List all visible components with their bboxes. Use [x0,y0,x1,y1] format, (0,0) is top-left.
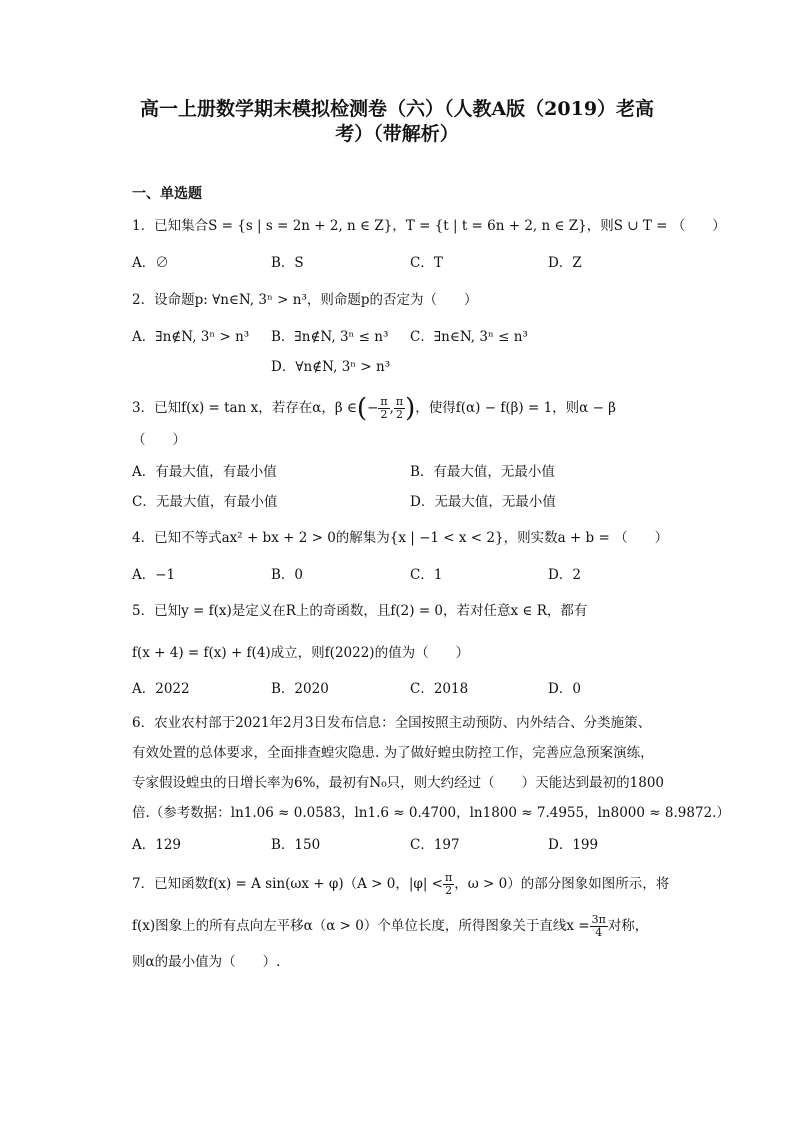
question-1-stem: 1．已知集合S = {s | s = 2n + 2, n ∈ Z}，T = {t | t = 6n + 2, n ∈ Z}，则S ∪ T = （ ） [132,218,726,234]
q6-option-c: C．197 [410,837,460,853]
q3-interval-close: ) [405,393,416,424]
q4-option-d: D．2 [548,567,581,583]
q3-option-c: C．无最大值，有最小值 [132,494,278,510]
q3-frac-pi-2: $\frac{\pi}{2}$ [395,395,404,421]
q2-option-d: D．∀n∉N, 3ⁿ > n³ [271,359,391,375]
q6-option-d: D．199 [548,837,599,853]
q3-option-d: D．无最大值，无最小值 [410,494,556,510]
question-5-stem-line1: 5．已知y = f(x)是定义在R上的奇函数，且f(2) = 0，若对任意x ∈ R，都有 [132,603,588,619]
q4-option-c: C．1 [410,567,443,583]
page-title-line2: 考）（带解析） [335,123,459,145]
q2-option-a: A．∃n∉N, 3ⁿ > n³ [132,329,250,345]
q6-option-b: B．150 [271,837,321,853]
q5-option-d: D．0 [548,681,581,697]
question-6-line2: 有效处置的总体要求，全面排查蝗灾隐患. 为了做好蝗虫防控工作，完善应急预案演练， [132,745,654,761]
q1-option-d: D．Z [548,255,582,271]
q4-option-a: A．−1 [132,567,176,583]
section-heading: 一、单选题 [132,186,202,202]
question-2-stem: 2．设命题p: ∀n∈N, 3ⁿ > n³，则命题p的否定为（ ） [132,292,478,308]
q7-frac-pi-2: $\frac{\pi}{2}$ [445,871,453,897]
q5-option-c: C．2018 [410,681,469,697]
question-7-line1: 7．已知函数f(x) = A sin(ωx + φ)（A > 0，|φ| < $\frac{\pi}{2}$ ，ω > 0）的部分图象如图所示，将 [132,871,670,897]
q4-option-b: B．0 [271,567,304,583]
q1-option-c: C．T [410,255,443,271]
q2-option-c: C．∃n∈N, 3ⁿ ≤ n³ [410,329,528,345]
question-6-line1: 6．农业农村部于2021年2月3日发布信息：全国按照主动预防、内外结合、分类施策、 [132,715,652,731]
q3-option-a: A．有最大值，有最小值 [132,464,277,480]
question-7-line3: 则α的最小值为（ ）. [132,954,281,970]
q2-option-b: B．∃n∉N, 3ⁿ ≤ n³ [271,329,389,345]
question-5-stem-line2: f(x + 4) = f(x) + f(4)成立，则f(2022)的值为（ ） [132,645,470,661]
question-6-line3: 专家假设蝗虫的日增长率为6%，最初有N₀只，则大约经过（ ）天能达到最初的1800 [132,775,664,791]
q3-stem-b: ，使得f(α) − f(β) = 1，则α − β [415,400,616,416]
q3-answer-paren: （ ） [132,432,186,448]
q1-option-b: B．S [271,255,304,271]
q1-option-a: A．∅ [132,255,169,271]
q3-frac-neg-pi-2: $\frac{\pi}{2}$ [380,395,388,421]
page-title-line1: 高一上册数学期末模拟检测卷（六）（人教A版（2019）老高 [139,98,655,120]
q3-interval-open: ( [356,393,368,424]
q3-stem-a: 3．已知f(x) = tan x，若存在α，β ∈ [132,400,357,416]
q7-frac-3pi-4: $\frac{3\pi}{4}$ [591,913,606,939]
question-4-stem: 4．已知不等式ax² + bx + 2 > 0的解集为{x | −1 < x < 2}，则实数a + b = （ ） [132,530,669,546]
q5-option-b: B．2020 [271,681,329,697]
q3-minus: − [367,400,379,416]
q6-option-a: A．129 [132,837,182,853]
q5-option-a: A．2022 [132,681,190,697]
question-6-line4: 倍.（参考数据：ln1.06 ≈ 0.0583，ln1.6 ≈ 0.4700，ln1800 ≈ 7.4955，ln8000 ≈ 8.9872.） [132,805,730,821]
question-3-stem: 3．已知f(x) = tan x，若存在α，β ∈(− $\frac{\pi}{2}$ , $\frac{\pi}{2}$ )，使得f(α) − f(β) = 1，则α − β [132,393,616,424]
question-7-line2: f(x)图象上的所有点向左平移α（α > 0）个单位长度，所得图象关于直线x = $\frac{3\pi}{4}$ 对称， [132,913,649,939]
q3-option-b: B．有最大值，无最小值 [410,464,555,480]
